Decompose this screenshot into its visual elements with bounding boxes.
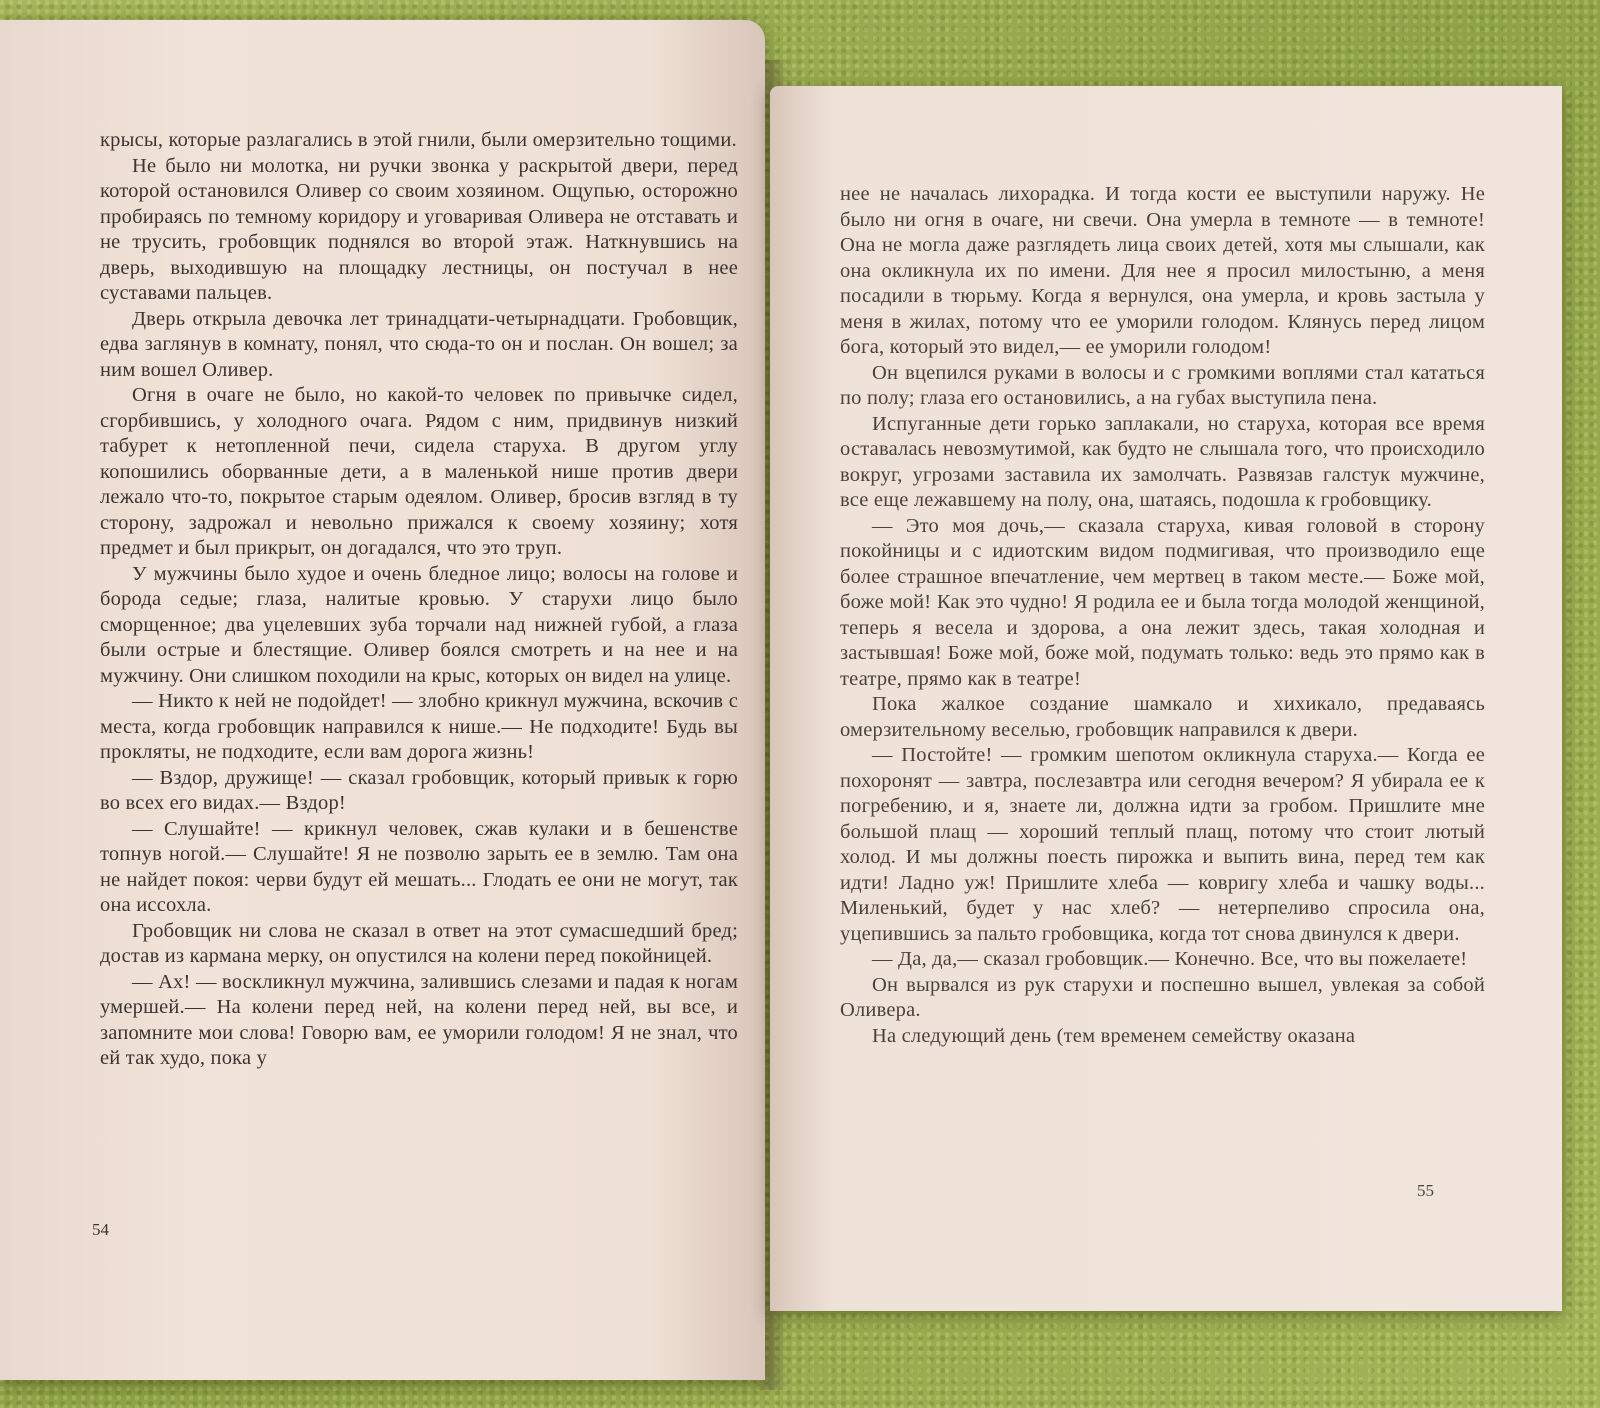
paragraph: — Слушайте! — крикнул человек, сжав кулаки и в бешенстве топнув ногой.— Слушайте! Я не позволю зарыть ее в землю. Там она не найдет покоя: черви будут ей мешать... Глодать ее они не могут, так она иссохла. — [100, 817, 738, 916]
paragraph: Не было ни молотка, ни ручки звонка у раскрытой двери, перед которой остановился Оливер со своим хозяином. Ощупью, осторожно пробираясь по темному коридору и уговаривая Оливера не отставать и не трусить, гробовщик поднялся во второй этаж. Наткнувшись на дверь, выходившую на площадку лестницы, он постучал в нее суставами пальцев. — [100, 154, 738, 304]
paragraph: — Постойте! — громким шепотом окликнула старуха.— Когда ее похоронят — завтра, послезавтра или сегодня вечером? Я убирала ее к погребению, и я, знаете ли, должна идти за гробом. Пришлите мне большой плащ — хороший теплый плащ, потому что стоит лютый холод. И мы должны поесть пирожка и выпить вина, перед тем как идти! Ладно уж! Пришлите хлеба — ковригу хлеба и чашку воды... Миленький, будет у нас хлеб? — нетерпеливо спросила она, уцепившись за пальто гробовщика, когда тот снова двинулся к двери. — [840, 744, 1485, 945]
right-page — [770, 86, 1562, 1311]
right-page-text — [840, 182, 1485, 1049]
paragraph: Он вырвался из рук старухи и поспешно вышел, увлекая за собой Оливера. — [840, 973, 1485, 1021]
paragraph: Дверь открыла девочка лет тринадцати-четырнадцати. Гробовщик, едва заглянув в комнату, понял, что сюда-то он и послан. Он вошел; за ним вошел Оливер. — [100, 307, 738, 381]
paragraph: Огня в очаге не было, но какой-то человек по привычке сидел, сгорбившись, у холодного очага. Рядом с ним, придвинув низкий табурет к нетопленной печи, сидела старуха. В другом углу копошились оборванные дети, а в маленькой нише против двери лежало что-то, покрытое старым одеялом. Оливер, бросив взгляд в ту сторону, задрожал и невольно прижался к своему хозяину; хотя предмет и был прикрыт, он догадался, что это труп. — [100, 384, 738, 559]
paragraph: На следующий день (тем временем семейству оказана — [872, 1024, 1356, 1047]
paragraph: Он вцепился руками в волосы и с громкими воплями стал кататься по полу; глаза его остановились, а на губах выступила пена. — [840, 361, 1485, 409]
paragraph: — Вздор, дружище! — сказал гробовщик, который привык к горю во всех его видах.— Вздор! — [100, 766, 738, 814]
paragraph: крысы, которые разлагались в этой гнили, были омерзительно тощими. — [100, 129, 737, 151]
paragraph: нее не началась лихорадка. И тогда кости ее выступили наружу. Не было ни огня в очаге, ни свечи. Она умерла в темноте — в темноте! Она не могла даже разглядеть лица своих детей, хотя мы слышали, как она окликнула их по имени. Для нее я просил милостыню, а меня посадили в тюрьму. Когда я вернулся, она умерла, и кровь застыла у меня в жилах, потому что ее уморили голодом. Клянусь перед лицом бога, который это видел,— ее уморили голодом! — [840, 183, 1485, 358]
page-number-left: 54 — [92, 1220, 109, 1239]
left-page-text — [100, 128, 738, 1072]
paragraph: — Это моя дочь,— сказала старуха, кивая головой в сторону покойницы и с идиотским видом подмигивая, что производило еще более страшное впечатление, чем мертвец в таком месте.— Боже мой, боже мой! Как это чудно! Я родила ее и была тогда молодой женщиной, теперь я весела и здорова, а она лежит здесь, такая холодная и застывшая! Боже мой, боже мой, подумать только: ведь это прямо как в театре, прямо как в театре! — [840, 514, 1485, 690]
paragraph: — Ах! — воскликнул мужчина, залившись слезами и падая к ногам умершей.— На колени перед ней, на колени перед ней, вы все, и запомните мои слова! Говорю вам, ее уморили голодом! Я не знал, что ей так худо, пока у — [100, 970, 738, 1069]
paragraph: У мужчины было худое и очень бледное лицо; волосы на голове и борода седые; глаза, налитые кровью. У старухи лицо было сморщенное; два уцелевших зуба торчали над нижней губой, а глаза были острые и блестящие. Оливер боялся смотреть и на нее и на мужчину. Они слишком походили на крыс, которых он видел на улице. — [100, 562, 738, 687]
paragraph: — Никто к ней не подойдет! — злобно крикнул мужчина, вскочив с места, когда гробовщик направился к нише.— Не подходите! Будь вы прокляты, не подходите, если вам дорога жизнь! — [100, 690, 738, 763]
paragraph: Гробовщик ни слова не сказал в ответ на этот сумасшедший бред; достав из кармана мерку, он опустился на колени перед покойницей. — [100, 919, 738, 967]
paragraph: Пока жалкое создание шамкало и хихикало, предаваясь омерзительному веселью, гробовщик направился к двери. — [840, 693, 1485, 741]
page-number-right: 55 — [1417, 1181, 1434, 1200]
paragraph: Испуганные дети горько заплакали, но старуха, которая все время оставалась невозмутимой, как будто не слышала того, что происходило вокруг, угрозами заставила их замолчать. Развязав галстук мужчине, все еще лежавшему на полу, она, шатаясь, подошла к гробовщику. — [840, 412, 1485, 511]
paragraph: — Да, да,— сказал гробовщик.— Конечно. Все, что вы пожелаете! — [872, 948, 1468, 970]
left-page — [0, 20, 765, 1380]
